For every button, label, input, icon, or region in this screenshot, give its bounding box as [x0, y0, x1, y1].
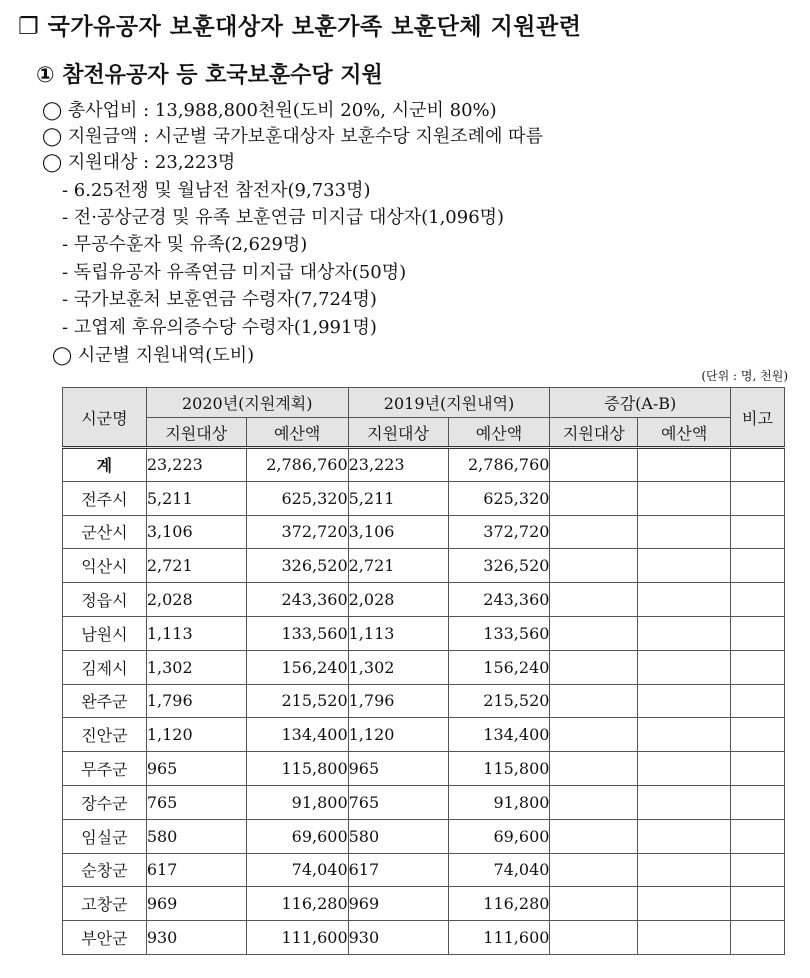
support-2020: 930 [146, 921, 246, 955]
city-name: 진안군 [63, 718, 147, 752]
table-row [63, 887, 785, 921]
support-2019: 1,796 [348, 684, 448, 718]
budget-2020: 156,240 [246, 650, 348, 684]
budget-2019: 215,520 [448, 684, 550, 718]
support-target-line: ◯ 지원대상 : 23,223명 [42, 152, 236, 173]
support-2020: 965 [146, 752, 246, 786]
city-name: 남원시 [63, 616, 147, 650]
budget-2019: 115,800 [448, 752, 550, 786]
header-2019: 2019년(지원내역) [348, 388, 550, 418]
support-2019: 23,223 [348, 448, 448, 482]
city-name: 김제시 [63, 650, 147, 684]
budget-diff [638, 650, 731, 684]
support-diff [550, 921, 638, 955]
budget-diff [638, 616, 731, 650]
header-support-diff: 지원대상 [550, 418, 638, 448]
support-2019: 580 [348, 819, 448, 853]
budget-2020: 116,280 [246, 887, 348, 921]
subsection-title: ① 참전유공자 등 호국보훈수당 지원 [36, 63, 383, 88]
budget-2019: 69,600 [448, 819, 550, 853]
support-2019: 3,106 [348, 515, 448, 549]
city-name: 장수군 [63, 785, 147, 819]
support-2019: 1,113 [348, 616, 448, 650]
budget-2020: 111,600 [246, 921, 348, 955]
note-cell [731, 853, 785, 887]
city-name: 부안군 [63, 921, 147, 955]
support-2020: 1,113 [146, 616, 246, 650]
note-cell [731, 785, 785, 819]
city-name: 계 [63, 448, 147, 482]
budget-2020: 215,520 [246, 684, 348, 718]
table-row [63, 752, 785, 786]
support-diff [550, 650, 638, 684]
support-diff [550, 785, 638, 819]
budget-2020: 134,400 [246, 718, 348, 752]
support-2020: 969 [146, 887, 246, 921]
support-2020: 765 [146, 785, 246, 819]
table-row [63, 921, 785, 955]
budget-diff [638, 549, 731, 583]
budget-2019: 156,240 [448, 650, 550, 684]
section-title: ❐ 국가유공자 보훈대상자 보훈가족 보훈단체 지원관련 [18, 14, 582, 40]
support-2019: 5,211 [348, 481, 448, 515]
table-row [63, 819, 785, 853]
header-support-2019: 지원대상 [348, 418, 448, 448]
budget-2019: 134,400 [448, 718, 550, 752]
support-2020: 617 [146, 853, 246, 887]
support-diff [550, 718, 638, 752]
budget-2020: 115,800 [246, 752, 348, 786]
support-2020: 23,223 [146, 448, 246, 482]
city-name: 완주군 [63, 684, 147, 718]
support-diff [550, 752, 638, 786]
table-row [63, 650, 785, 684]
header-budget-2020: 예산액 [246, 418, 348, 448]
target-item: - 국가보훈처 보훈연금 수령자(7,724명) [62, 289, 377, 310]
support-2020: 5,211 [146, 481, 246, 515]
table-row [63, 583, 785, 617]
city-name: 군산시 [63, 515, 147, 549]
budget-diff [638, 819, 731, 853]
table-row-total [63, 448, 785, 482]
support-diff [550, 853, 638, 887]
budget-2020: 2,786,760 [246, 448, 348, 482]
target-item: - 무공수훈자 및 유족(2,629명) [62, 234, 308, 255]
support-diff [550, 448, 638, 482]
support-diff [550, 583, 638, 617]
header-budget-2019: 예산액 [448, 418, 550, 448]
budget-diff [638, 752, 731, 786]
budget-2019: 116,280 [448, 887, 550, 921]
budget-2019: 133,560 [448, 616, 550, 650]
target-item: - 전·공상군경 및 유족 보훈연금 미지급 대상자(1,096명) [62, 207, 505, 228]
city-breakdown-heading: ◯ 시군별 지원내역(도비) [52, 345, 255, 366]
support-2019: 2,028 [348, 583, 448, 617]
budget-diff [638, 583, 731, 617]
header-budget-diff: 예산액 [638, 418, 731, 448]
city-name: 임실군 [63, 819, 147, 853]
note-cell [731, 549, 785, 583]
city-name: 정읍시 [63, 583, 147, 617]
city-name: 고창군 [63, 887, 147, 921]
support-diff [550, 481, 638, 515]
note-cell [731, 752, 785, 786]
city-name: 익산시 [63, 549, 147, 583]
budget-2019: 111,600 [448, 921, 550, 955]
table-row [63, 515, 785, 549]
note-cell [731, 481, 785, 515]
target-item: - 독립유공자 유족연금 미지급 대상자(50명) [62, 262, 407, 283]
support-2019: 765 [348, 785, 448, 819]
support-amount-line: ◯ 지원금액 : 시군별 국가보훈대상자 보훈수당 지원조례에 따름 [42, 126, 543, 147]
note-cell [731, 515, 785, 549]
header-support-2020: 지원대상 [146, 418, 246, 448]
header-city: 시군명 [63, 388, 147, 448]
note-cell [731, 448, 785, 482]
budget-2020: 69,600 [246, 819, 348, 853]
support-2019: 1,120 [348, 718, 448, 752]
table-row [63, 549, 785, 583]
city-name: 전주시 [63, 481, 147, 515]
header-diff: 증감(A-B) [550, 388, 731, 418]
budget-diff [638, 481, 731, 515]
total-budget-line: ◯ 총사업비 : 13,988,800천원(도비 20%, 시군비 80%) [42, 100, 497, 121]
budget-2019: 372,720 [448, 515, 550, 549]
note-cell [731, 650, 785, 684]
header-note: 비고 [731, 388, 785, 448]
header-2020: 2020년(지원계획) [146, 388, 348, 418]
budget-diff [638, 684, 731, 718]
table-row [63, 616, 785, 650]
budget-diff [638, 887, 731, 921]
support-table [62, 387, 785, 955]
target-item: - 6.25전쟁 및 월남전 참전자(9,733명) [62, 180, 371, 201]
budget-diff [638, 718, 731, 752]
support-2019: 1,302 [348, 650, 448, 684]
budget-diff [638, 853, 731, 887]
budget-2019: 326,520 [448, 549, 550, 583]
unit-note: (단위 : 명, 천원) [701, 369, 788, 383]
support-2019: 2,721 [348, 549, 448, 583]
target-item: - 고엽제 후유의증수당 수령자(1,991명) [62, 317, 377, 338]
city-name: 순창군 [63, 853, 147, 887]
note-cell [731, 684, 785, 718]
support-diff [550, 684, 638, 718]
budget-2019: 91,800 [448, 785, 550, 819]
note-cell [731, 819, 785, 853]
table-row [63, 481, 785, 515]
support-2020: 2,721 [146, 549, 246, 583]
note-cell [731, 887, 785, 921]
note-cell [731, 921, 785, 955]
budget-diff [638, 921, 731, 955]
note-cell [731, 718, 785, 752]
support-2019: 617 [348, 853, 448, 887]
city-name: 무주군 [63, 752, 147, 786]
note-cell [731, 583, 785, 617]
support-diff [550, 515, 638, 549]
support-2019: 930 [348, 921, 448, 955]
table-row [63, 718, 785, 752]
support-2019: 969 [348, 887, 448, 921]
budget-2020: 625,320 [246, 481, 348, 515]
support-2020: 1,796 [146, 684, 246, 718]
support-2019: 965 [348, 752, 448, 786]
budget-2020: 372,720 [246, 515, 348, 549]
support-diff [550, 819, 638, 853]
budget-diff [638, 448, 731, 482]
budget-diff [638, 515, 731, 549]
budget-2020: 243,360 [246, 583, 348, 617]
budget-2020: 74,040 [246, 853, 348, 887]
budget-diff [638, 785, 731, 819]
budget-2019: 625,320 [448, 481, 550, 515]
budget-2020: 133,560 [246, 616, 348, 650]
table-row [63, 853, 785, 887]
budget-2020: 326,520 [246, 549, 348, 583]
support-diff [550, 616, 638, 650]
budget-2019: 2,786,760 [448, 448, 550, 482]
table-row [63, 684, 785, 718]
table-row [63, 785, 785, 819]
support-2020: 1,302 [146, 650, 246, 684]
budget-2020: 91,800 [246, 785, 348, 819]
note-cell [731, 616, 785, 650]
support-2020: 2,028 [146, 583, 246, 617]
support-diff [550, 549, 638, 583]
support-2020: 580 [146, 819, 246, 853]
budget-2019: 74,040 [448, 853, 550, 887]
support-diff [550, 887, 638, 921]
support-2020: 3,106 [146, 515, 246, 549]
support-2020: 1,120 [146, 718, 246, 752]
budget-2019: 243,360 [448, 583, 550, 617]
